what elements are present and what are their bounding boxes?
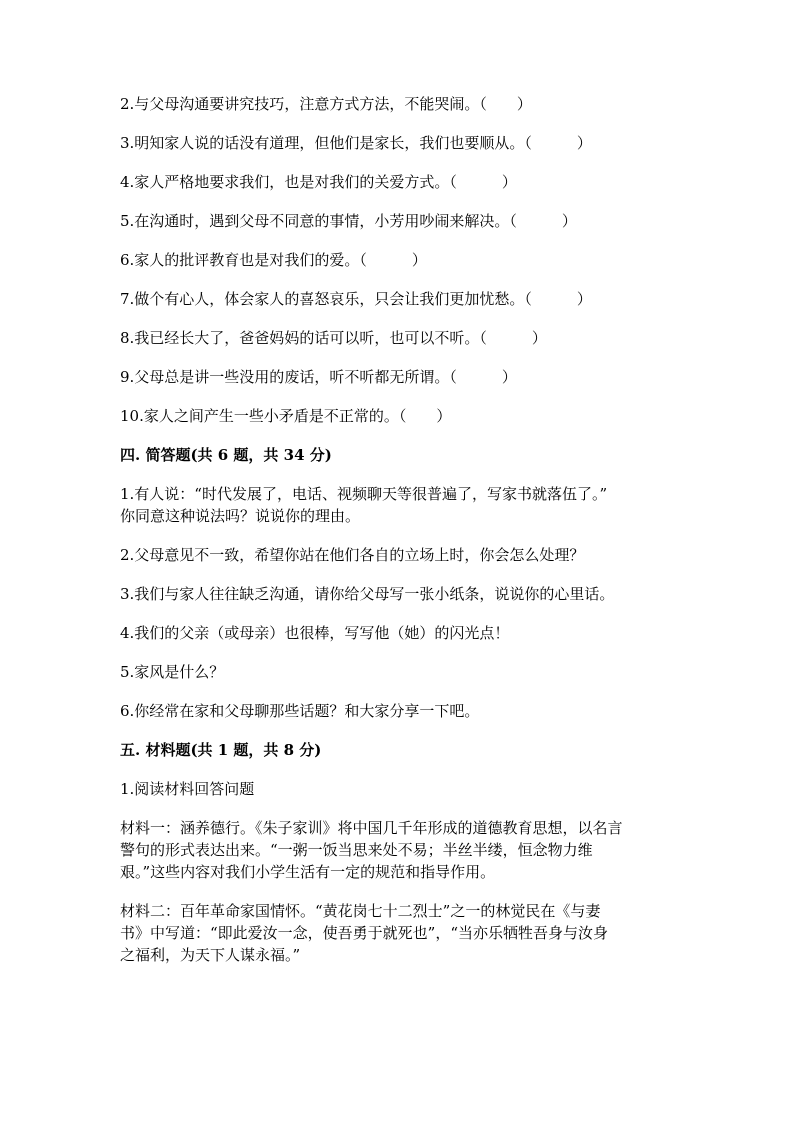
tf-question-10: 10.家人之间产生一些小矛盾是不正常的。（ ） [120, 407, 452, 425]
short-answer-5-line-1: 5.家风是什么？ [120, 663, 225, 681]
short-answer-4-line-1: 4.我们的父亲（或母亲）也很棒，写写他（她）的闪光点！ [120, 624, 510, 642]
tf-question-5: 5.在沟通时，遇到父母不同意的事情，小芳用吵闹来解决。（ ） [120, 212, 577, 230]
tf-question-2: 2.与父母沟通要讲究技巧，注意方式方法，不能哭闹。（ ） [120, 95, 532, 113]
short-answer-1-line-2: 你同意这种说法吗？说说你的理由。 [120, 507, 361, 525]
short-answer-2-line-1: 2.父母意见不一致，希望你站在他们各自的立场上时，你会怎么处理？ [120, 546, 585, 564]
material-one-line-3: 艰。”这些内容对我们小学生活有一定的规范和指导作用。 [120, 863, 496, 881]
short-answer-6-line-1: 6.你经常在家和父母聊那些话题？和大家分享一下吧。 [120, 702, 480, 720]
tf-question-9: 9.父母总是讲一些没用的废话，听不听都无所谓。（ ） [120, 368, 517, 386]
section-heading-short-answer: 四. 简答题(共 6 题，共 34 分) [120, 446, 332, 464]
tf-question-4: 4.家人严格地要求我们，也是对我们的关爱方式。（ ） [120, 173, 517, 191]
material-question: 1.阅读材料回答问题 [120, 780, 255, 798]
material-two-line-3: 之福利，为天下人谋永福。” [120, 946, 301, 964]
material-one-line-1: 材料一：涵养德行。《朱子家训》将中国几千年形成的道德教育思想，以名言 [120, 819, 623, 837]
short-answer-question-5 [120, 661, 674, 683]
tf-question-8: 8.我已经长大了，爸爸妈妈的话可以听，也可以不听。（ ） [120, 329, 547, 347]
short-answer-question-2 [120, 544, 674, 566]
short-answer-question-4 [120, 622, 674, 644]
short-answer-list [120, 483, 674, 722]
tf-question-3: 3.明知家人说的话没有道理，但他们是家长，我们也要顺从。（ ） [120, 134, 592, 152]
true-false-list [120, 93, 674, 427]
material-one-paragraph [120, 817, 674, 883]
short-answer-question-3 [120, 583, 674, 605]
material-one-line-2: 警句的形式表达出来。“一粥一饭当思来处不易；半丝半缕，恒念物力维 [120, 841, 593, 859]
material-two-line-1: 材料二：百年革命家国情怀。“黄花岗七十二烈士”之一的林觉民在《与妻 [120, 902, 601, 920]
tf-question-6: 6.家人的批评教育也是对我们的爱。（ ） [120, 251, 427, 269]
material-two-paragraph [120, 900, 674, 966]
short-answer-3-line-1: 3.我们与家人往往缺乏沟通，请你给父母写一张小纸条，说说你的心里话。 [120, 585, 615, 603]
material-two-line-2: 书》中写道：“即此爱汝一念，使吾勇于就死也”，“当亦乐牺牲吾身与汝身 [120, 924, 609, 942]
tf-question-7: 7.做个有心人，体会家人的喜怒哀乐，只会让我们更加忧愁。（ ） [120, 290, 592, 308]
section-heading-material: 五. 材料题(共 1 题，共 8 分) [120, 741, 322, 759]
short-answer-1-line-1: 1.有人说：“时代发展了，电话、视频聊天等很普遍了，写家书就落伍了。” [120, 485, 608, 503]
short-answer-question-1 [120, 483, 674, 527]
short-answer-question-6 [120, 700, 674, 722]
